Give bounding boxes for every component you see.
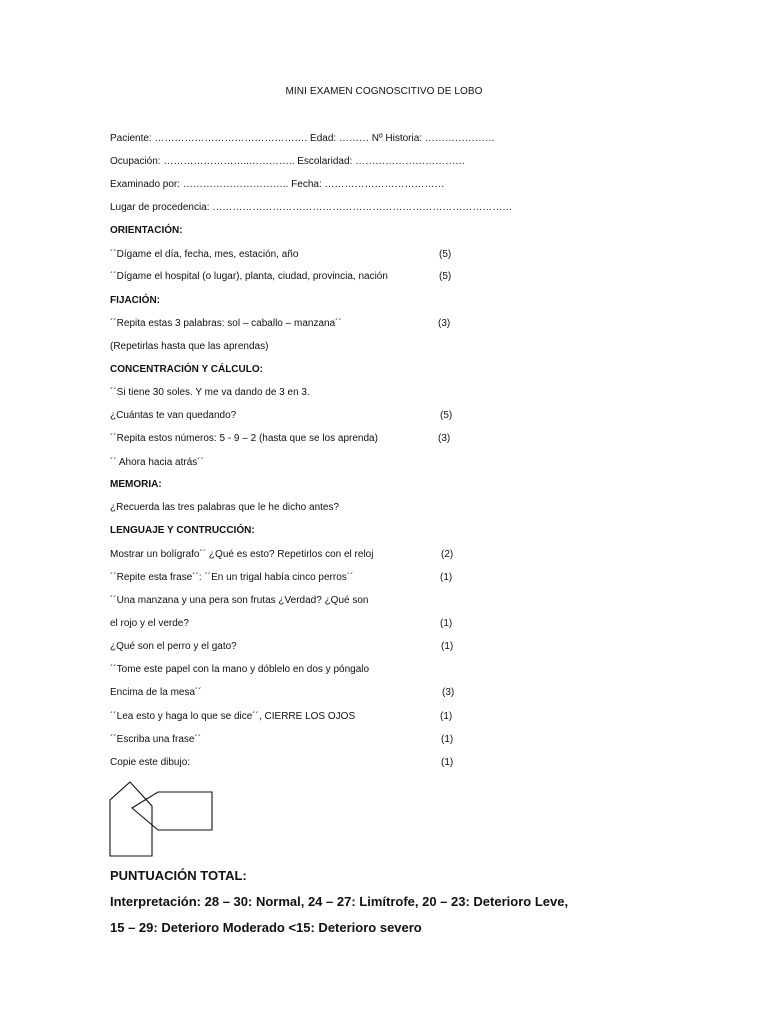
examiner-line: Examinado por: ………………………….. Fecha: ……………………………… <box>110 179 445 190</box>
language-question-4: ¿Qué son el perro y el gato? <box>110 641 237 652</box>
memory-heading: MEMORIA: <box>110 479 162 490</box>
language-score-5: (3) <box>442 687 455 698</box>
language-question-5a: ´´Tome este papel con la mano y dóblelo en dos y póngalo <box>110 664 370 675</box>
language-score-1: (2) <box>441 549 454 560</box>
concentration-score-3: (3) <box>438 433 451 444</box>
orientation-heading: ORIENTACIÓN: <box>110 225 183 236</box>
concentration-question-1: ´´Si tiene 30 soles. Y me va dando de 3 en 3. <box>110 387 310 398</box>
language-score-3: (1) <box>440 618 453 629</box>
language-question-5b: Encima de la mesa´´ <box>110 687 202 698</box>
language-question-6: ´´Lea esto y haga lo que se dice´´, CIERRE LOS OJOS <box>110 711 356 722</box>
interpretation-line-1: Interpretación: 28 – 30: Normal, 24 – 27: Limítrofe, 20 – 23: Deterioro Leve, <box>110 894 569 909</box>
fixation-note: (Repetirlas hasta que las aprendas) <box>110 341 269 352</box>
concentration-heading: CONCENTRACIÓN Y CÁLCULO: <box>110 364 263 375</box>
language-question-3a: ´´Una manzana y una pera son frutas ¿Verdad? ¿Qué son <box>110 595 369 606</box>
interpretation-line-2: 15 – 29: Deterioro Moderado <15: Deterioro severo <box>110 920 422 935</box>
patient-line: Paciente: ………………………………………. Edad: ……… Nº Historia: ………………… <box>110 133 495 144</box>
language-question-8: Copie este dibujo: <box>110 757 191 768</box>
language-score-7: (1) <box>441 734 454 745</box>
concentration-question-2: ¿Cuántas te van quedando? <box>110 410 237 421</box>
orientation-question-1: ´´Dígame el día, fecha, mes, estación, año <box>110 249 299 260</box>
concentration-question-3: ´´Repita estos números: 5 - 9 – 2 (hasta que se los aprenda) <box>110 433 378 444</box>
occupation-line: Ocupación: ……………………..………….. Escolaridad: …………………………… <box>110 156 466 167</box>
fixation-heading: FIJACIÓN: <box>110 295 160 306</box>
fixation-question-1: ´´Repita estas 3 palabras: sol – caballo – manzana´´ <box>110 318 342 329</box>
overlapping-pentagons-drawing <box>106 778 218 860</box>
language-score-2: (1) <box>440 572 453 583</box>
language-question-7: ´´Escriba una frase´´ <box>110 734 202 745</box>
language-question-1: Mostrar un bolígrafo´´ ¿Qué es esto? Repetirlos con el reloj <box>110 549 374 560</box>
language-question-3b: el rojo y el verde? <box>110 618 189 629</box>
language-score-4: (1) <box>441 641 454 652</box>
language-heading: LENGUAJE Y CONTRUCCIÓN: <box>110 525 255 536</box>
fixation-score-1: (3) <box>438 318 451 329</box>
language-score-8: (1) <box>441 757 454 768</box>
language-score-6: (1) <box>440 711 453 722</box>
orientation-score-1: (5) <box>439 249 452 260</box>
concentration-score-2: (5) <box>440 410 453 421</box>
total-score-heading: PUNTUACIÓN TOTAL: <box>110 868 247 883</box>
language-question-2: ´´Repite esta frase´´: ´´En un trigal había cinco perros´´ <box>110 572 354 583</box>
orientation-score-2: (5) <box>439 271 452 282</box>
orientation-question-2: ´´Dígame el hospital (o lugar), planta, ciudad, provincia, nación <box>110 271 388 282</box>
document-title: MINI EXAMEN COGNOSCITIVO DE LOBO <box>285 86 483 97</box>
memory-question-1: ¿Recuerda las tres palabras que le he dicho antes? <box>110 502 340 513</box>
origin-line: Lugar de procedencia: ……………………………………………………………………………… <box>110 202 513 213</box>
concentration-question-4: ´´ Ahora hacia atrás´´ <box>110 457 204 468</box>
